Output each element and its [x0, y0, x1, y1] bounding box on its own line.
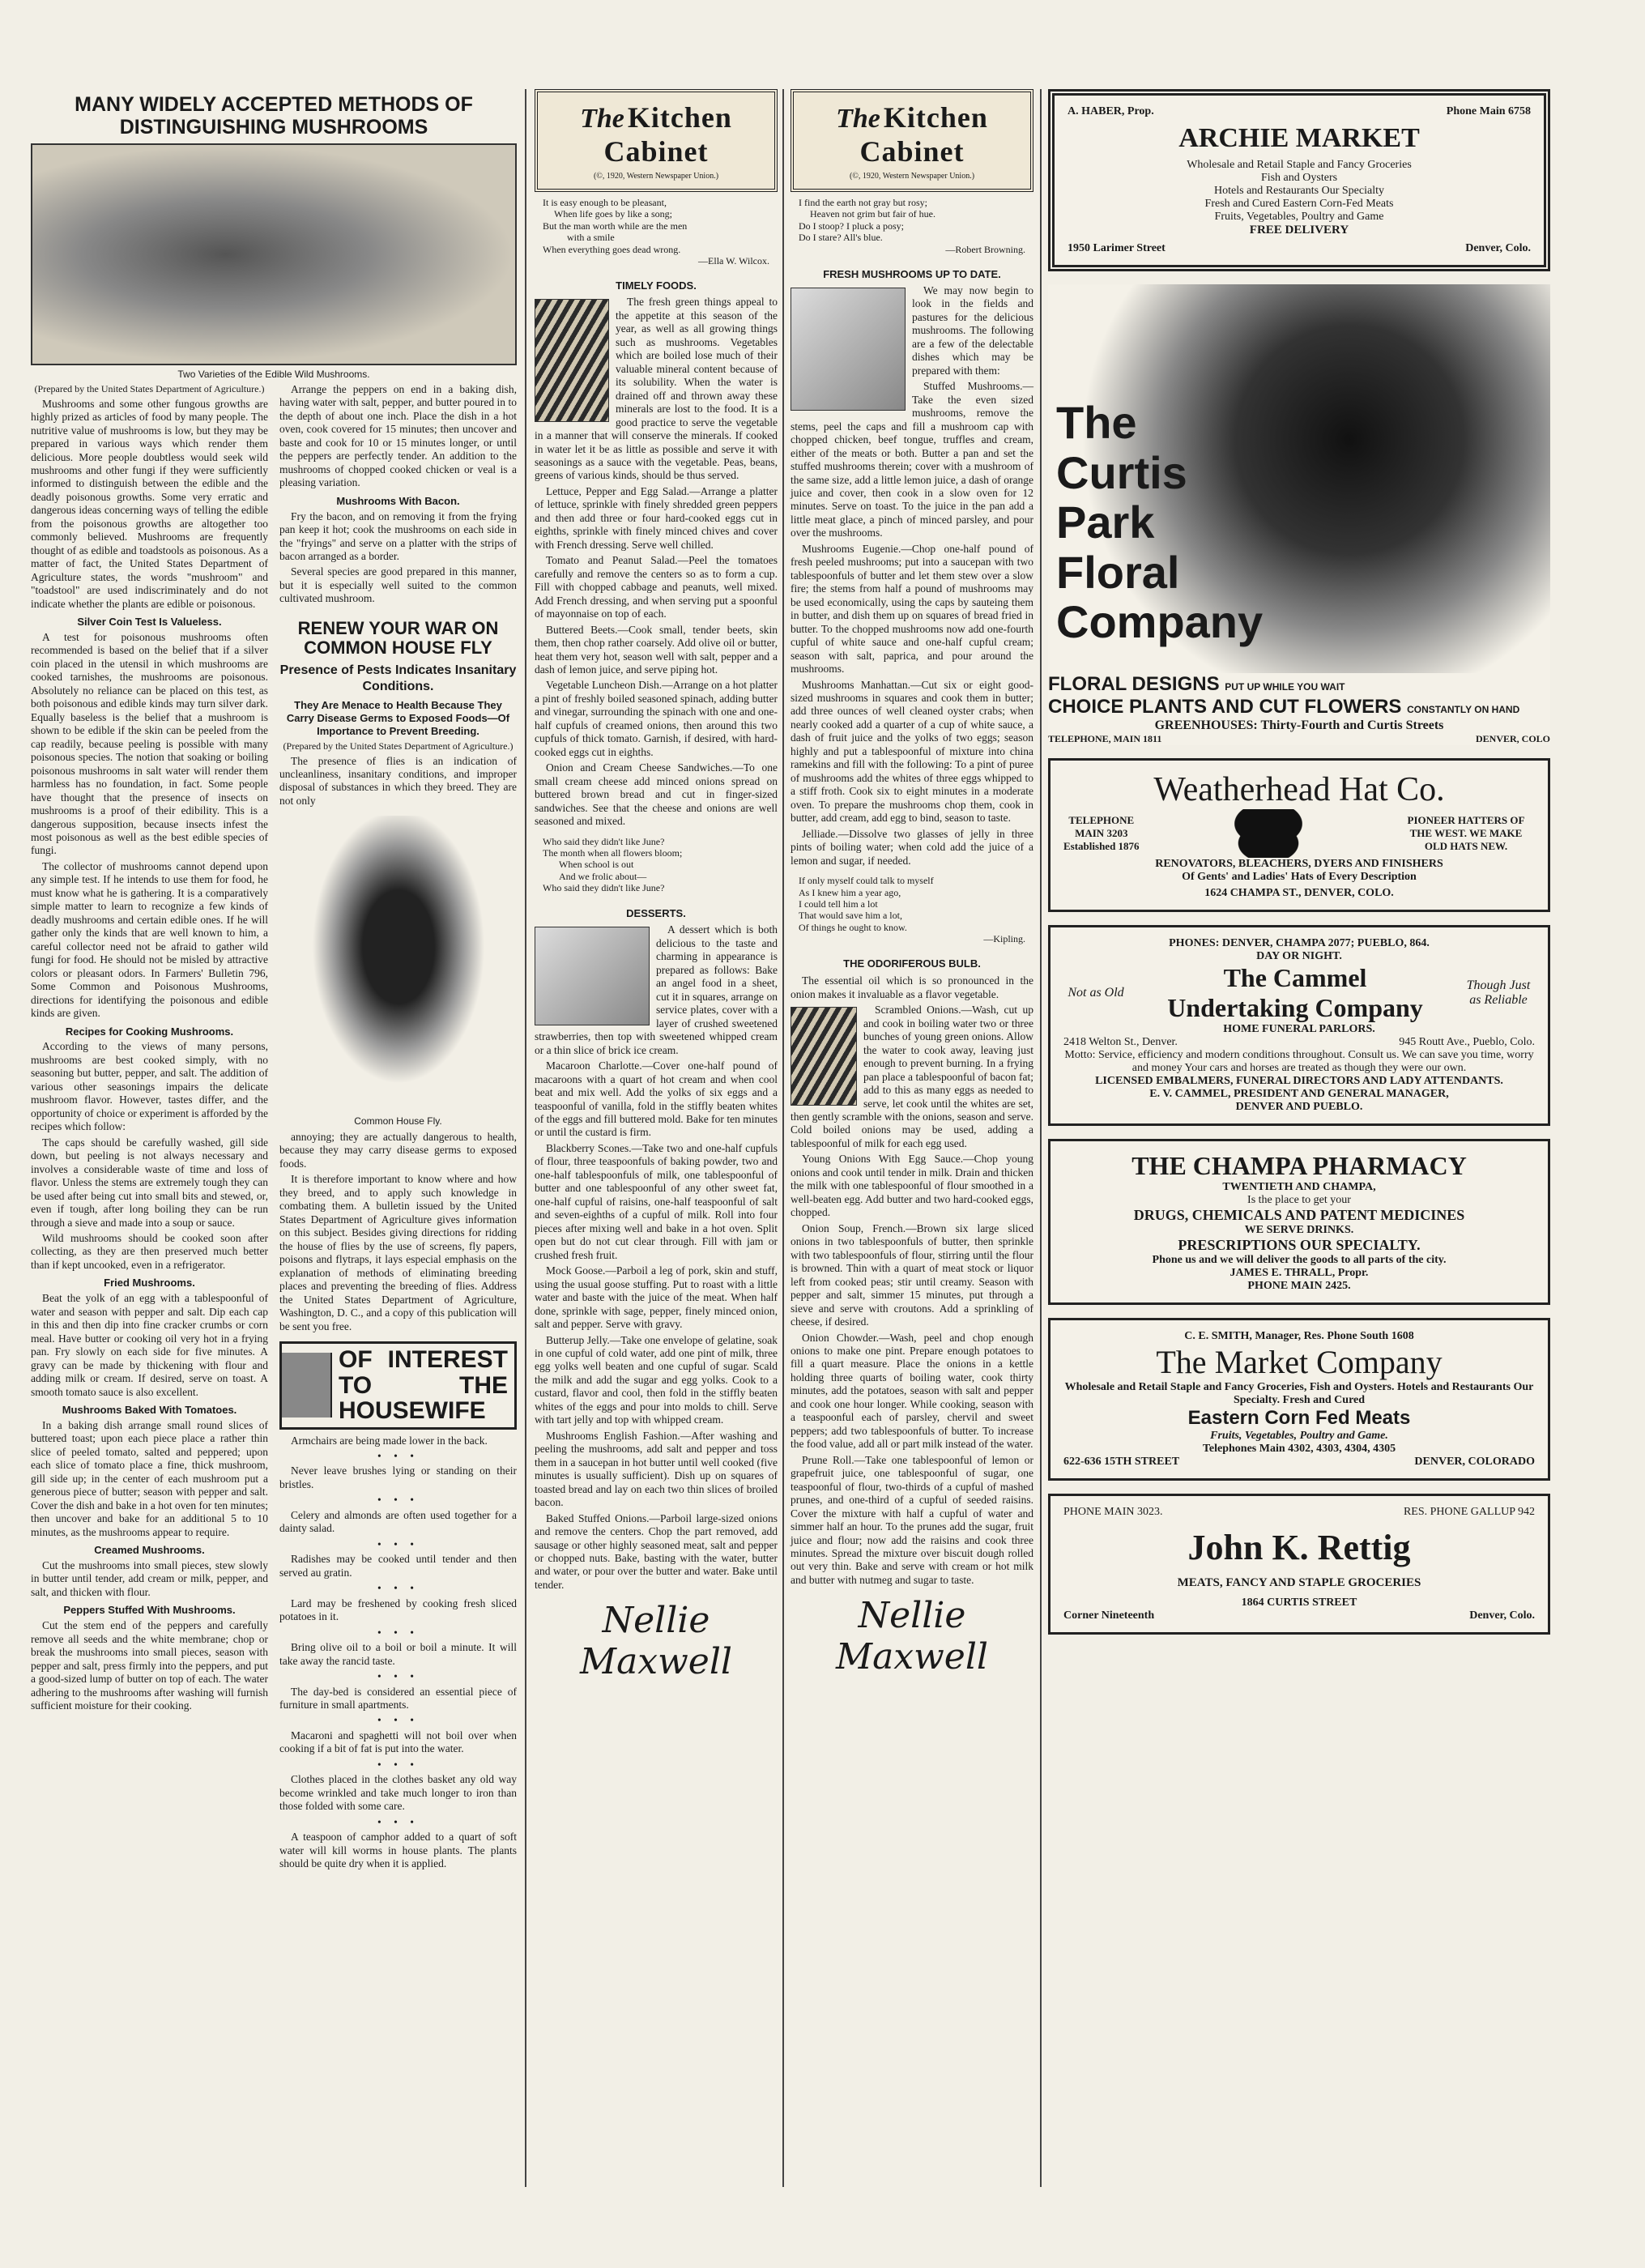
poem-line: It is easy enough to be pleasant, [543, 197, 667, 208]
paragraph: annoying; they are actually dangerous to health, because they may carry disease germs to exposed foods. [279, 1131, 517, 1170]
paragraph: We may now begin to look in the fields and pastures for the delicious mushrooms. The following are a few of the delectable dishes which may be prepared with them: [912, 284, 1033, 377]
ad-line: Corner Nineteenth [1063, 1609, 1155, 1622]
ad-line: Eastern Corn Fed Meats [1187, 1407, 1411, 1429]
ad-city: DENVER, COLORADO [1414, 1456, 1535, 1468]
rolling-pin-illustration [535, 927, 650, 1025]
ad-phone: PHONE MAIN 2425. [1247, 1280, 1351, 1292]
newspaper-page [24, 73, 1550, 2179]
beans-illustration [535, 299, 609, 422]
paragraph: Wild mushrooms should be cooked soon after collecting, as they are then preserved much better than if kept uncooked, even in a refrigerator. [31, 1232, 268, 1271]
paragraph: Onion and Cream Cheese Sandwiches.—To one small cream cheese add minced onions spread on buttered brown bread and cut in finger-sized sandwiches. See that the cheese and onions are well seasoned and mixed. [535, 761, 778, 828]
poem-line: Heaven not grim but fair of hue. [810, 208, 935, 220]
hat-illustration [1216, 809, 1321, 858]
paragraph: A dessert which is both delicious to the taste and charming in appearance is prepared as follows: Bake an angel food in a sheet, cut it in squares, arrange on service plates, cover with a layer of crushed sweetened strawberries, then top with sweetened whipped cream or a thin slice of brick ice cream. [535, 923, 778, 1056]
separator: • • • [377, 1537, 419, 1550]
separator: • • • [377, 1626, 419, 1639]
ad-phone: TELEPHONE [1068, 814, 1135, 826]
ad-line: Hotels and Restaurants Our Specialty [1214, 185, 1384, 197]
paragraph: Vegetable Luncheon Dish.—Arrange on a hot platter a pint of freshly boiled seasoned spinach, adding butter and vinegar, surrounding the spinach with one and one-half cupfuls of creamed onions, then around this two cupfuls of thick tomato. Garnish, if desired, with hard-cooked eggs cut in eighths. [535, 679, 778, 758]
section-title: TIMELY FOODS. [616, 279, 697, 292]
kitchen-cabinet-header [791, 89, 1033, 192]
credit: (Prepared by the United States Department of Agriculture.) [283, 740, 514, 752]
tip-item: Bring olive oil to a boil or boil a minute. It will take away the rancid taste. [279, 1641, 517, 1667]
mushroom-article [31, 89, 517, 1874]
section-title: THE ODORIFEROUS BULB. [843, 957, 981, 970]
ad-line: WE SERVE DRINKS. [1244, 1224, 1354, 1236]
market-company-ad [1048, 1318, 1550, 1481]
mushroom-headline: MANY WIDELY ACCEPTED METHODS OF DISTINGUISHING MUSHROOMS [75, 93, 473, 139]
tip-item: Celery and almonds are often used together for a dainty salad. [279, 1508, 517, 1535]
kc-title: Kitchen [883, 101, 988, 134]
ad-phone: Phone Main 6758 [1446, 105, 1531, 117]
ad-title: THE CHAMPA PHARMACY [1131, 1151, 1467, 1180]
poem-line: The month when all flowers bloom; [543, 847, 683, 859]
ad-line: LICENSED EMBALMERS, FUNERAL DIRECTORS AND LADY ATTENDANTS. [1095, 1075, 1503, 1087]
paragraph: The caps should be carefully washed, gill side down, but peeling is not always necessary and involves a considerable waste of time and loss of flavor. Unless the stems are extremely tough they can be used after being cut into small bits and stewed, or, even if tough, after long boiling they can be run through a sieve and made into a soup or sauce. [31, 1136, 268, 1229]
ad-title: Curtis [1056, 446, 1187, 498]
housewife-tips [279, 1435, 517, 1871]
housewife-header [279, 1341, 517, 1430]
ad-title: The Market Company [1156, 1344, 1443, 1380]
poem-line: Who said they didn't like June? [543, 882, 665, 894]
paragraph: Several species are good prepared in this manner, but it is especially well suited to the common cultivated mushroom. [279, 565, 517, 605]
column-rule [782, 89, 784, 2187]
paragraph: Mushrooms Eugenie.—Chop one-half pound of fresh peeled mushrooms; put into a saucepan with two tablespoonfuls of butter and let them stew over a slow fire; the stems from half a pound of mushrooms may be used economically, using the caps by sauteing them in butter, and dish them up on squares of bread fried in butter. To the chopped mushrooms now add one-fourth cupful of white sauce and one-half cupful cream; season with salt, paprica, and pour around the mushrooms. [791, 542, 1033, 676]
ad-line: Fresh and Cured Eastern Corn-Fed Meats [1204, 198, 1394, 210]
tip-item: Lard may be freshened by cooking fresh sliced potatoes in it. [279, 1597, 517, 1623]
paragraph: A test for poisonous mushrooms often recommended is based on the belief that if a silver coin placed in the utensil in which mushrooms are cooked tarnishes, the mushrooms are poisonous. Absolutely no reliance can be placed on this test, as both poisonous and edible kinds may turn silver dark. Equally baseless is the belief that a mushroom is shown to be edible if the skin can be peeled from the cap readily, because peeling is possible with many poisonous species. The notion that soaking or boiling poisonous mushrooms in salt water will render them harmless has no foundation, in fact. Some people have thought that the presence of insects on mushrooms is a proof of their edibility. This is a dangerous supposition, because insects infest the most poisonous as well as the best edible species of fungi. [31, 630, 268, 857]
copyright: (©, 1920, Western Newspaper Union.) [593, 172, 719, 181]
kc-the: The [580, 104, 624, 134]
paragraph: The fresh green things appeal to the appetite at this season of the year, as well as all growing things such as mushrooms. Vegetables which are boiled lose much of their valuable mineral content because of its solubility. When the water is drained off and thrown away these minerals are lost to the food. It is a good practice to serve the vegetable in a manner that will conserve the minerals. If cooked in water let it be as little as possible and serve it with seasonings as a sauce with the vegetable. Peas, beans, greens of various kinds, should be thus served. [535, 296, 778, 482]
ad-title: ARCHIE MARKET [1178, 123, 1420, 153]
ad-line: CHOICE PLANTS AND CUT FLOWERS [1048, 696, 1402, 718]
ad-address: 1950 Larimer Street [1068, 242, 1166, 254]
ad-title: Park [1056, 497, 1155, 548]
ad-line: JAMES E. THRALL, Propr. [1229, 1267, 1369, 1279]
signature: Nellie Maxwell [580, 1600, 732, 1683]
paragraph: Beat the yolk of an egg with a tablespoonful of water and season with pepper and salt. Dip each cap in this and then dip into fine cracker crumbs or corn meal. Have butter or cooking oil very hot in a frying pan. Fry slowly on each side for five minutes. A gravy can be made by thickening with flour and adding milk or cream. If desired, serve on toast. A smooth tomato sauce is also excellent. [31, 1292, 268, 1398]
ad-line: RENOVATORS, BLEACHERS, DYERS AND FINISHERS [1155, 858, 1443, 870]
ad-line: DRUGS, CHEMICALS AND PATENT MEDICINES [1133, 1207, 1465, 1223]
poem-line: —Robert Browning. [945, 243, 1025, 255]
ad-phone: MAIN 3203 [1075, 827, 1128, 839]
woman-reading-illustration [791, 288, 906, 411]
poem-line: Who said they didn't like June? [543, 835, 665, 847]
ad-phone: PHONE MAIN 3023. [1063, 1506, 1163, 1518]
fly-subhead: Presence of Pests Indicates Insanitary Conditions. [279, 663, 517, 693]
poem [791, 192, 1033, 260]
tip-item: Armchairs are being made lower in the back. [291, 1434, 488, 1447]
fly-caption: Common House Fly. [354, 1115, 442, 1128]
credit: (Prepared by the United States Department of Agriculture.) [34, 383, 265, 394]
tip-item: Radishes may be cooked until tender and then served au gratin. [279, 1553, 517, 1579]
paragraph: The essential oil which is so pronounced in the onion makes it invaluable as a flavor vegetable. [791, 974, 1033, 1000]
paragraph: Cut the mushrooms into small pieces, stew slowly in butter until tender, add cream or milk, pepper, and salt, and thicken with flour. [31, 1558, 268, 1598]
photo-caption: Two Varieties of the Edible Wild Mushrooms. [177, 369, 370, 380]
tip-item: Clothes placed in the clothes basket any old way become wrinkled and take much longer to iron than those folded with some care. [279, 1773, 517, 1813]
poem-line: If only myself could talk to myself [799, 875, 934, 887]
ad-title: The [1056, 397, 1137, 448]
separator: • • • [377, 1670, 419, 1683]
ad-line: Fruits, Vegetables, Poultry and Game [1214, 211, 1384, 223]
paragraph: The presence of flies is an indication of uncleanliness, insanitary conditions, and improper disposal of substances in which they breed. They are not only [279, 754, 517, 807]
ad-line: Of Gents' and Ladies' Hats of Every Description [1182, 871, 1417, 883]
ad-city: Denver, Colo. [1465, 242, 1531, 254]
separator: • • • [377, 1758, 419, 1771]
paragraph: Arrange the peppers on end in a baking dish, having water with salt, pepper, and butter poured in to the depth of about one inch. Place the dish in a hot oven, cook covered for 15 minutes; then uncover and baste and cook for 10 or 15 minutes longer, or until the peppers are perfectly tender. An addition to the mushrooms of chopped cooked chicken or veal is a pleasing variation. [279, 383, 517, 489]
subhead: Creamed Mushrooms. [94, 1544, 205, 1557]
ad-line: E. V. CAMMEL, PRESIDENT AND GENERAL MANAGER, [1149, 1088, 1449, 1100]
paragraph: The collector of mushrooms cannot depend upon any simple test. If he intends to use them for food, he must know what he is gathering. It is a comparatively simple matter to learn to recognize a few kinds of deadly mushrooms and certain edible ones. If he will gather only the kinds that are well known to him, a careful collector need not be afraid to gather wild fungi for food. He should not be misled by attractive colors or pleasant odors. In Farmers' Bulletin 796, Some Common and Poisonous Mushrooms, directions for identifying the poisonous and edible kinds are given. [31, 859, 268, 1020]
ad-line: PRESCRIPTIONS OUR SPECIALTY. [1178, 1237, 1421, 1253]
kitchen-cabinet-header [535, 89, 778, 192]
ad-city: DENVER AND PUEBLO. [1235, 1101, 1363, 1113]
kc-title: Cabinet [603, 135, 709, 168]
paragraph: Mushrooms and some other fungous growths are highly prized as articles of food by many people. The nutritive value of mushrooms is low, but they may be prepared in various ways which render them delicious. More people doubtless would seek wild mushrooms and other fungi if they were sufficiently informed to distinguish between the edible and the deadly poisonous growths. Some very erratic and dangerous ideas concerning ways of telling the edible from the poisonous growths are altogether too commonly believed. Mushrooms are frequently thought of as edible and toadstools as poisonous. As a matter of fact, the United States Department of Agriculture states, the words "mushroom" and "toadstool" are used indiscriminately and do not indicate whether the plants are edible or poisonous. [31, 397, 268, 610]
ad-line: CONSTANTLY ON HAND [1407, 704, 1520, 715]
ad-title: Weatherhead Hat Co. [1153, 771, 1445, 808]
paragraph: Fry the bacon, and on removing it from the frying pan keep it hot; cook the mushrooms on each side in the "fryings" and serve on a platter with the strips of bacon arranged as a border. [279, 509, 517, 563]
ad-phone: Telephones Main 4302, 4303, 4304, 4305 [1202, 1443, 1396, 1455]
ad-title: Company [1056, 596, 1264, 648]
ad-line: PIONEER HATTERS OF THE WEST. WE MAKE OLD HATS NEW. [1407, 814, 1525, 852]
tip-item: Macaroni and spaghetti will not boil over when cooking if a bit of fat is put into the water. [279, 1729, 517, 1755]
ad-line: Not as Old [1068, 986, 1124, 1000]
paragraph: Mushrooms Manhattan.—Cut six or eight good-sized mushrooms in squares and cook them in butter; add three ounces of well cleaned oyster crabs; when nearly cooked add a quarter of a cup of white sauce, a dash of fruit juice and the yolks of two eggs; season highly and put a tablespoonful of mixture into china ramekins and fill with the following: To a pint of puree of mushrooms add the whites of three eggs whipped to a stiff froth. Cook six to eight minutes in a moderate oven. To prepare the mushrooms chop them, cook in butter, add cream, add egg to bind, season to taste. [791, 678, 1033, 825]
poem [791, 870, 1033, 949]
ad-line: Established 1876 [1063, 840, 1140, 852]
poem-line: —Kipling. [983, 933, 1025, 945]
section-title: DESSERTS. [626, 906, 686, 919]
paragraph: Onion Chowder.—Wash, peel and chop enough onions to make one pint. Prepare enough potatoes to fill a quart measure. Place the onions in a kettle holding three quarts of boiling water, cook thirty minutes, add the potatoes, season with salt and pepper and cook one hour longer. While cooking, season with a teaspoonful each of parsley, chervil and sweet peppers; add two tablespoonfuls of butter. To increase the food value, add all or part milk instead of the water. [791, 1331, 1033, 1451]
tip-item: The day-bed is considered an essential piece of furniture in small apartments. [279, 1685, 517, 1711]
paragraph: Buttered Beets.—Cook small, tender beets, skin them, then chop rather coarsely. Add olive oil or butter, heat them very hot, season well with salt, pepper and a dash of lemon juice, and serve piping hot. [535, 623, 778, 676]
poem-line: with a smile [567, 232, 615, 244]
ad-line: Is the place to get your [1247, 1194, 1351, 1206]
paragraph: According to the views of many persons, mushrooms are best cooked simply, with no seasoning but butter, pepper, and salt. The addition of various other seasonings impairs the delicate mushroom flavor. However, tastes differ, and the opportunity of choice or experiment is afforded by the recipes which follow: [31, 1040, 268, 1133]
ad-line: PUT UP WHILE YOU WAIT [1225, 681, 1345, 693]
weatherhead-hat-ad [1048, 758, 1550, 912]
poem-line: And we frolic about— [559, 870, 647, 882]
poem-line: Do I stoop? I pluck a posy; [799, 220, 904, 232]
poem-line: But the man worth while are the men [543, 220, 688, 232]
paragraph: Mushrooms English Fashion.—After washing and peeling the mushrooms, add salt and pepper and toss them in a saucepan in hot butter until well cooked (five minutes is usually sufficient). Dish up on squares of toasted bread and lay on each two thin slices of broiled bacon. [535, 1429, 778, 1509]
subhead: Fried Mushrooms. [104, 1277, 195, 1290]
ad-line: Motto: Service, efficiency and modern conditions throughout. Consult us. We can save you time, worry and money Your cars and horses are treated as though they were our own. [1064, 1049, 1534, 1074]
ad-line: Fish and Oysters [1260, 172, 1338, 184]
poem [535, 192, 778, 271]
ad-line: FREE DELIVERY [1249, 224, 1349, 237]
subhead: Mushrooms Baked With Tomatoes. [62, 1404, 237, 1417]
column-rule [1040, 89, 1042, 2187]
housewife-title: OF INTEREST TO THE HOUSEWIFE [339, 1346, 508, 1425]
poem-line: Of things he ought to know. [799, 921, 907, 933]
ad-phone: RES. PHONE GALLUP 942 [1403, 1506, 1535, 1518]
separator: • • • [377, 1815, 419, 1828]
ad-city: DENVER, COLO [1475, 733, 1550, 744]
ad-phone: TELEPHONE, MAIN 1811 [1048, 733, 1162, 744]
ad-address: 1624 CHAMPA ST., DENVER, COLO. [1204, 887, 1394, 899]
tip-item: Never leave brushes lying or standing on their bristles. [279, 1464, 517, 1490]
paragraph: Tomato and Peanut Salad.—Peel the tomatoes carefully and remove the centers so as to form a cup. Fill with chopped cabbage and peanuts, well mixed. Add French dressing, and when serving put a spoonful of mayonnaise on top of each. [535, 554, 778, 620]
paragraph: Mock Goose.—Parboil a leg of pork, skin and stuff, using the usual goose stuffing. Put to roast with a little water and baste with the juice of the meat. When half done, sprinkle with sage, pepper, finely minced onion, salt and pepper. Serve with gravy. [535, 1264, 778, 1331]
column-rule [525, 89, 526, 2187]
archie-market-ad [1048, 89, 1550, 271]
house-fly-illustration [297, 816, 500, 1107]
poem-line: That would save him a lot, [799, 910, 902, 922]
paragraph: Young Onions With Egg Sauce.—Chop young onions and cook until tender in milk. Drain and thicken the milk with one tablespoonful of flour smoothed in a well-beaten egg. Add butter and two hard-cooked eggs, chopped. [791, 1153, 1033, 1219]
ad-city: Denver, Colo. [1469, 1609, 1535, 1622]
onion-illustration [791, 1007, 857, 1106]
kc-title: Cabinet [859, 135, 965, 168]
paragraph: Macaroon Charlotte.—Cover one-half pound of macaroons with a quart of hot cream and when cool beat and mix well. Add the yolks of six eggs and a teaspoonful of vanilla, fold in the stiffly beaten whites of the eggs and fill buttered mold. Bake for ten minutes or until the custard is firm. [535, 1059, 778, 1139]
ad-title: The Cammel [1223, 963, 1367, 992]
subhead: Peppers Stuffed With Mushrooms. [63, 1604, 236, 1617]
separator: • • • [377, 1714, 419, 1727]
paragraph: Lettuce, Pepper and Egg Salad.—Arrange a platter of lettuce, sprinkle with finely shredded green peppers and then add three or four hard-cooked eggs cut in eighths, sprinkle with finely minced chives and cover with French dressing. Serve well chilled. [535, 484, 778, 551]
poem-line: As I knew him a year ago, [799, 886, 901, 898]
paragraph: Butterup Jelly.—Take one envelope of gelatine, soak in one cupful of cold water, add one pint of milk, three egg yolks well beaten and one cupful of sugar. Scald the milk and add the sugar and egg yolks. Cook to a custard, flavor and cool, then fold in the stiffly beaten whites of the eggs and pour into molds to chill. Serve with tart jelly and top with whipped cream. [535, 1333, 778, 1426]
paragraph: Cut the stem end of the peppers and carefully remove all seeds and the white membrane; chop or break the mushrooms into small pieces, season with pepper and salt, press firmly into the peppers, and put a good-sized lump of butter on top of each. The water adhering to the mushrooms after washing will furnish sufficient moisture for their cooking. [31, 1619, 268, 1712]
kc-the: The [836, 104, 880, 134]
subhead: Mushrooms With Bacon. [336, 494, 460, 507]
ad-address: 622-636 15TH STREET [1063, 1456, 1180, 1468]
subhead: Recipes for Cooking Mushrooms. [65, 1025, 234, 1038]
paragraph: Stuffed Mushrooms.—Take the even sized mushrooms, remove the stems, peel the caps and fill a mushroom cap with chopped chicken, beef tongue, truffles and cream, either of the meats or both. Butter a pan and set the stuffed mushrooms therein; cover with a mushroom of the same size, add a little lemon juice, a dash of orange juice and cover, then cook in a slow oven for 12 minutes. Serve on toast. To the juice in the pan add a little meat glace, a pinch of minced parsley, and pour over the mushrooms. [791, 380, 1033, 539]
ad-line: Though Just as Reliable [1466, 978, 1531, 1007]
ad-line: Fruits, Vegetables, Poultry and Game. [1210, 1430, 1388, 1442]
ad-title: Undertaking Company [1167, 993, 1423, 1022]
poem-line: Do I stare? All's blue. [799, 232, 883, 244]
kitchen-cabinet-2 [791, 89, 1033, 1678]
ad-address: 1864 CURTIS STREET [1241, 1597, 1357, 1609]
poem [535, 831, 778, 899]
ad-phone: PHONES: DENVER, CHAMPA 2077; PUEBLO, 864. [1169, 937, 1430, 949]
paragraph: Prune Roll.—Take one tablespoonful of lemon or grapefruit juice, one tablespoonful of sugar, one teaspoonful of flour, two-thirds of a cupful of mashed prunes, and one-third of a cupful of seeded raisins. Cover the mixture with half a cupful of water and simmer half an hour. To the prunes add the sugar, fruit juice and flour; now add the raisins and cook three minutes. Spread the mixture over biscuit dough rolled out very thin. Bake and serve with cream or hot milk and butter with nutmeg and sugar to taste. [791, 1453, 1033, 1586]
ad-line: Phone us and we will deliver the goods to all parts of the city. [1152, 1254, 1447, 1266]
poem-line: When life goes by like a song; [554, 208, 672, 220]
advertisements [1048, 89, 1550, 1648]
paragraph: Blackberry Scones.—Take two and one-half cupfuls of flour, three teaspoonfuls of baking powder, two and one-half tablespoonfuls of milk, one tablespoonful of butter and one tablespoonful of any other sweet fat, one-half cupful of raisins, one-half teaspoonful of salt and seven-eighths of a cupful of milk. Roll into four pieces after mixing well and bake in a hot oven. Split open but do not cut clear through. Fill with jam or crushed fresh fruit. [535, 1141, 778, 1261]
ad-line: Wholesale and Retail Staple and Fancy Groceries [1187, 159, 1412, 171]
ad-line: C. E. SMITH, Manager, Res. Phone South 1608 [1184, 1330, 1414, 1342]
signature: Nellie Maxwell [836, 1595, 988, 1678]
paragraph: Baked Stuffed Onions.—Parboil large-sized onions and remove the centers. Chop the part removed, add sausage or other highly seasoned meat, salt and pepper or chopped nuts. Bake, basting with the water, butter and water, or pour over the butter and water. Bake until tender. [535, 1511, 778, 1591]
separator: • • • [377, 1582, 419, 1595]
poem-line: I could tell him a lot [799, 897, 878, 910]
paragraph: Jelliade.—Dissolve two glasses of jelly in three pints of boiling water; when cold add the juice of a lemon and sugar, if needed. [791, 827, 1033, 867]
fly-deck: They Are Menace to Health Because They Carry Disease Germs to Exposed Foods—Of Importance to Prevent Breeding. [286, 699, 510, 738]
kc-title: Kitchen [627, 101, 732, 134]
kitchen-cabinet-1 [535, 89, 778, 1682]
cammel-undertaking-ad [1048, 925, 1550, 1126]
section-title: FRESH MUSHROOMS UP TO DATE. [823, 267, 1001, 280]
ad-line: Wholesale and Retail Staple and Fancy Groceries, Fish and Oysters. Hotels and Restaurants Our Specialty. Fresh and Cured [1064, 1381, 1534, 1406]
paragraph: Onion Soup, French.—Brown six large sliced onions in two tablespoonfuls of butter, then sprinkle with two tablespoonfuls of flour, stirring until the flour is browned. Thin with a quart of meat stock or liquor left from cooked peas; stir until creamy. Season with pepper and salt, simmer 15 minutes, put through a sieve and serve with croutons. Add a sprinkling of cheese, if desired. [791, 1221, 1033, 1328]
paragraph: In a baking dish arrange small round slices of buttered toast; upon each piece place a rather thin slice of peeled tomato, salted and peppered; upon each slice of tomato place a fine, thick mushroom, gill side up; in the center of each mushroom put a generous piece of butter; season with pepper and salt. Cover the dish and bake in a hot oven for ten minutes; then uncover and bake for an additional 5 to 10 minutes, as the mushrooms appear to require. [31, 1418, 268, 1538]
ad-line: DAY OR NIGHT. [1256, 950, 1342, 962]
fly-headline: RENEW YOUR WAR ON COMMON HOUSE FLY [297, 617, 499, 659]
john-rettig-ad [1048, 1494, 1550, 1635]
ad-title: John K. Rettig [1187, 1528, 1411, 1567]
housewife-picture [282, 1353, 332, 1418]
poem-line: —Ella W. Wilcox. [698, 254, 769, 266]
champa-pharmacy-ad [1048, 1139, 1550, 1305]
poem-line: When everything goes dead wrong. [543, 243, 681, 255]
paragraph: Scrambled Onions.—Wash, cut up and cook in boiling water two or three bunches of young green onions. Allow the water to cook away, leaving just enough to prevent burning. In a frying pan place a tablespoonful of bacon fat; add to this as many eggs as needed to serve, let cook until the whites are set, then gently scramble with the onions, season and serve. Cold boiled onions may be used, adding a tablespoonful of milk for each egg used. [791, 1004, 1033, 1149]
subhead: Silver Coin Test Is Valueless. [77, 616, 222, 629]
copyright: (©, 1920, Western Newspaper Union.) [849, 172, 975, 181]
ad-line: FLORAL DESIGNS [1048, 673, 1220, 695]
separator: • • • [377, 1494, 419, 1507]
ad-prop: A. HABER, Prop. [1068, 105, 1154, 117]
curtis-park-floral-ad [1048, 284, 1550, 745]
flower-illustration [1048, 284, 1550, 673]
ad-line: TWENTIETH AND CHAMPA, [1222, 1181, 1376, 1193]
ad-address: 2418 Welton St., Denver. [1063, 1036, 1178, 1048]
ad-address: 945 Routt Ave., Pueblo, Colo. [1399, 1036, 1535, 1048]
poem-line: I find the earth not gray but rosy; [799, 197, 927, 208]
separator: • • • [377, 1450, 419, 1462]
ad-line: MEATS, FANCY AND STAPLE GROCERIES [1177, 1576, 1421, 1589]
ad-line: HOME FUNERAL PARLORS. [1223, 1023, 1375, 1035]
tip-item: A teaspoon of camphor added to a quart of soft water will kill worms in house plants. The plants should be quite dry when it is applied. [279, 1831, 517, 1870]
ad-line: GREENHOUSES: Thirty-Fourth and Curtis Streets [1154, 718, 1444, 732]
ad-title: Floral [1056, 546, 1180, 598]
mushroom-photo [31, 143, 517, 365]
poem-line: When school is out [559, 859, 634, 871]
paragraph: It is therefore important to know where and how they breed, and to apply such knowledge in combating them. A bulletin issued by the United States Department of Agriculture gives information on this subject. Besides giving directions for ridding the house of flies by the use of screens, fly papers, poisons and flytraps, it lays especial emphasis on the explanation of methods of eliminating breeding places and preventing the breeding of flies. Address the United States Department of Agriculture, Washington, D. C., and a copy of this publication will be sent you free. [279, 1173, 517, 1332]
